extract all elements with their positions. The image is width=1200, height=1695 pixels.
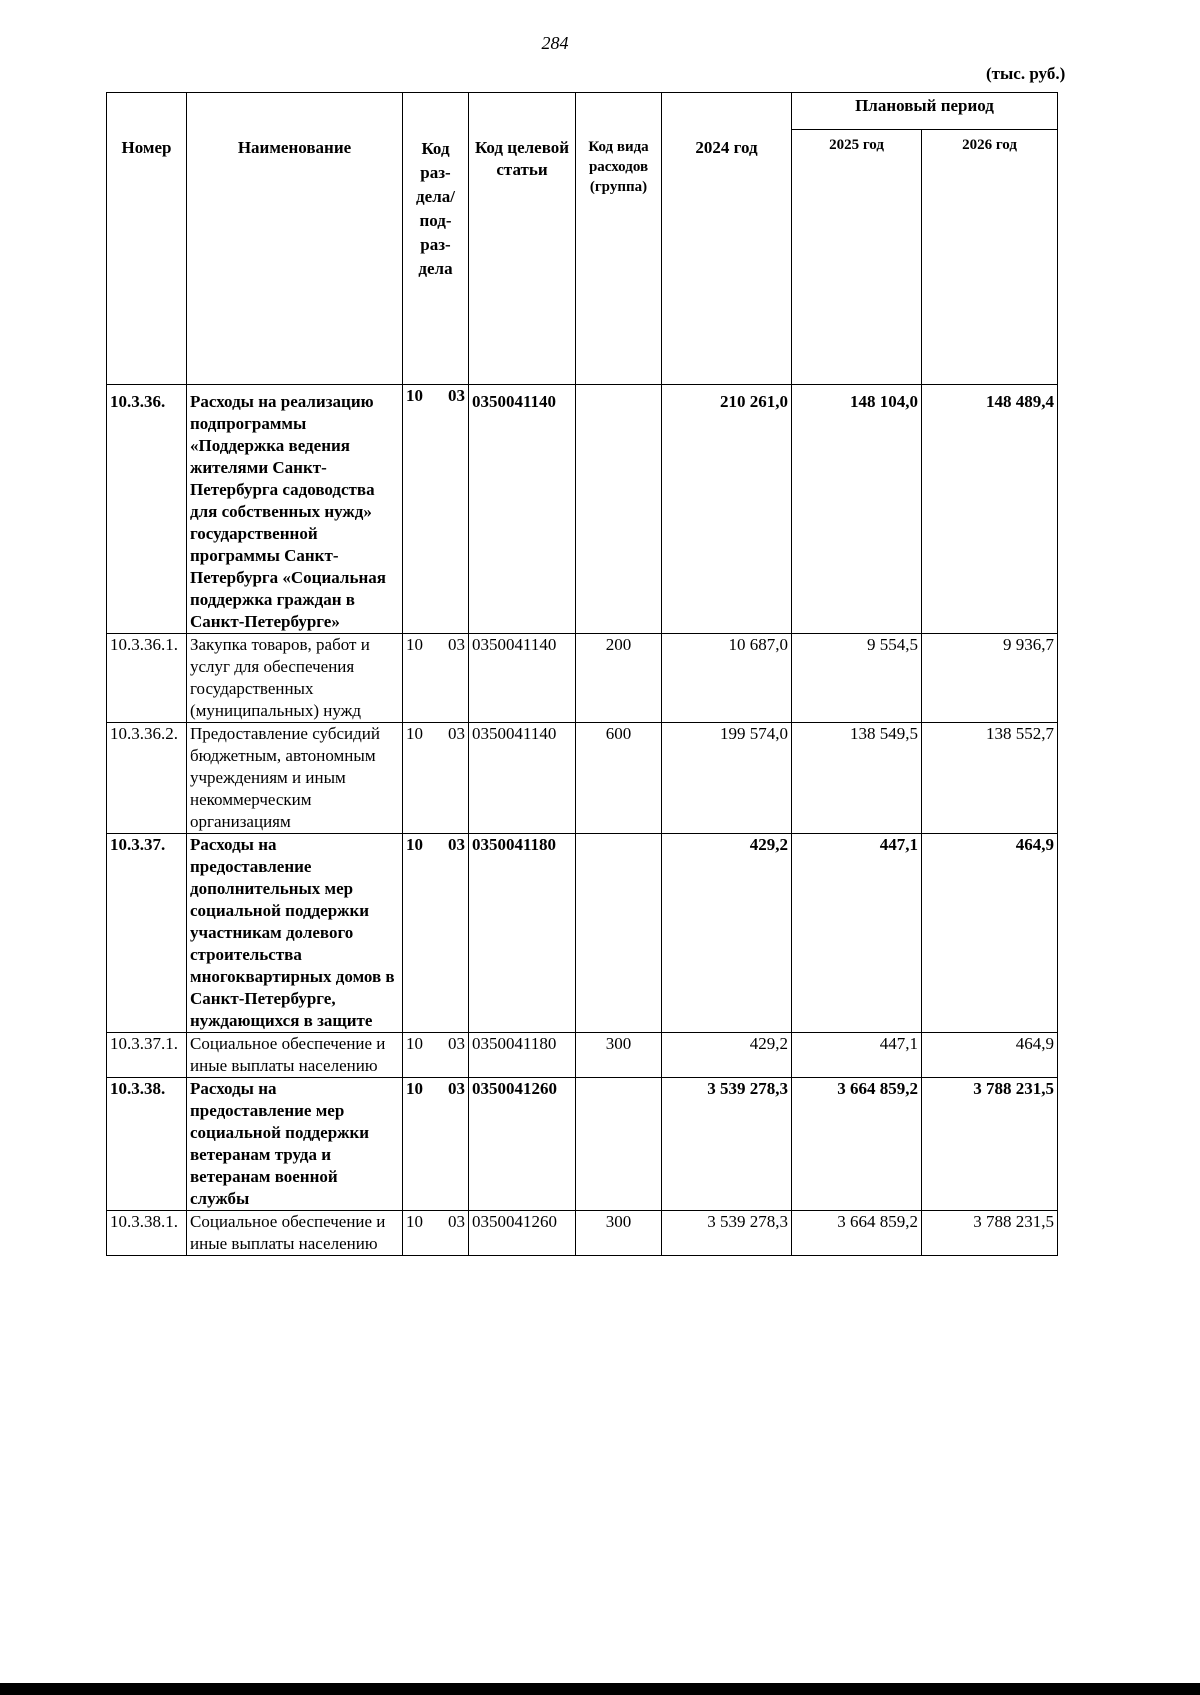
row-2024: 199 574,0 <box>662 723 792 834</box>
row-expense-type: 200 <box>576 634 662 723</box>
header-target-code: Код целевой статьи <box>469 93 576 385</box>
row-2024: 429,2 <box>662 834 792 1033</box>
row-section-code: 10 03 <box>403 1033 469 1078</box>
row-target-code: 0350041140 <box>469 723 576 834</box>
row-expense-type: 600 <box>576 723 662 834</box>
row-2024: 210 261,0 <box>662 385 792 634</box>
row-2026: 464,9 <box>922 1033 1058 1078</box>
row-2026: 464,9 <box>922 834 1058 1033</box>
row-section-code: 10 03 <box>403 634 469 723</box>
row-expense-type <box>576 385 662 634</box>
row-2026: 148 489,4 <box>922 385 1058 634</box>
row-2025: 148 104,0 <box>792 385 922 634</box>
row-2026: 9 936,7 <box>922 634 1058 723</box>
row-2024: 3 539 278,3 <box>662 1078 792 1211</box>
row-2025: 9 554,5 <box>792 634 922 723</box>
table-row <box>107 385 1058 634</box>
table-row <box>107 1033 1058 1078</box>
row-2025: 447,1 <box>792 834 922 1033</box>
row-section-code: 10 03 <box>403 385 469 634</box>
table-row <box>107 1078 1058 1211</box>
row-number: 10.3.37.1. <box>107 1033 187 1078</box>
row-target-code: 0350041260 <box>469 1211 576 1256</box>
row-number: 10.3.38.1. <box>107 1211 187 1256</box>
row-number: 10.3.36. <box>107 385 187 634</box>
units-label: (тыс. руб.) <box>986 64 1066 83</box>
table-row <box>107 1211 1058 1256</box>
row-2026: 138 552,7 <box>922 723 1058 834</box>
row-name: Расходы на предоставление дополнительных мер социальной поддержки участникам долевого строительства многоквартирных домов в Санкт-Петербурге, нуждающихся в защите <box>187 834 403 1033</box>
row-2026: 3 788 231,5 <box>922 1078 1058 1211</box>
row-expense-type <box>576 834 662 1033</box>
row-target-code: 0350041140 <box>469 634 576 723</box>
scan-border <box>0 1683 1200 1695</box>
row-name: Расходы на реализацию подпрограммы «Поддержка ведения жителями Санкт-Петербурга садоводства для собственных нужд» государственной программы Санкт-Петербурга «Социальная поддержка граждан в Санкт-Петербурге» <box>187 385 403 634</box>
row-name: Закупка товаров, работ и услуг для обеспечения государственных (муниципальных) нужд <box>187 634 403 723</box>
table-row <box>107 834 1058 1033</box>
row-expense-type: 300 <box>576 1211 662 1256</box>
table-row <box>107 723 1058 834</box>
row-name: Расходы на предоставление мер социальной поддержки ветеранам труда и ветеранам военной службы <box>187 1078 403 1211</box>
row-name: Социальное обеспечение и иные выплаты населению <box>187 1033 403 1078</box>
budget-table <box>106 92 1058 1256</box>
row-target-code: 0350041180 <box>469 1033 576 1078</box>
row-number: 10.3.38. <box>107 1078 187 1211</box>
page-number: 284 <box>541 33 569 53</box>
header-name: Наименование <box>187 93 403 385</box>
row-section-code: 10 03 <box>403 1078 469 1211</box>
row-2026: 3 788 231,5 <box>922 1211 1058 1256</box>
header-expense-type: Код вида расходов (группа) <box>576 93 662 385</box>
row-number: 10.3.36.1. <box>107 634 187 723</box>
row-2025: 3 664 859,2 <box>792 1211 922 1256</box>
row-section-code: 10 03 <box>403 723 469 834</box>
row-name: Предоставление субсидий бюджетным, автономным учреждениям и иным некоммерческим организациям <box>187 723 403 834</box>
row-target-code: 0350041140 <box>469 385 576 634</box>
row-2024: 3 539 278,3 <box>662 1211 792 1256</box>
row-name: Социальное обеспечение и иные выплаты населению <box>187 1211 403 1256</box>
row-2025: 447,1 <box>792 1033 922 1078</box>
header-section-code: Код раз- дела/ под- раз- дела <box>403 93 469 385</box>
row-section-code: 10 03 <box>403 834 469 1033</box>
row-number: 10.3.37. <box>107 834 187 1033</box>
header-planned-period: Плановый период <box>792 93 1058 130</box>
header-2024: 2024 год <box>662 93 792 385</box>
row-section-code: 10 03 <box>403 1211 469 1256</box>
row-target-code: 0350041260 <box>469 1078 576 1211</box>
header-2025: 2025 год <box>792 130 922 385</box>
row-2024: 10 687,0 <box>662 634 792 723</box>
row-2024: 429,2 <box>662 1033 792 1078</box>
row-expense-type: 300 <box>576 1033 662 1078</box>
header-2026: 2026 год <box>922 130 1058 385</box>
table-row <box>107 634 1058 723</box>
row-expense-type <box>576 1078 662 1211</box>
row-2025: 138 549,5 <box>792 723 922 834</box>
row-number: 10.3.36.2. <box>107 723 187 834</box>
row-2025: 3 664 859,2 <box>792 1078 922 1211</box>
header-number: Номер <box>107 93 187 385</box>
row-target-code: 0350041180 <box>469 834 576 1033</box>
